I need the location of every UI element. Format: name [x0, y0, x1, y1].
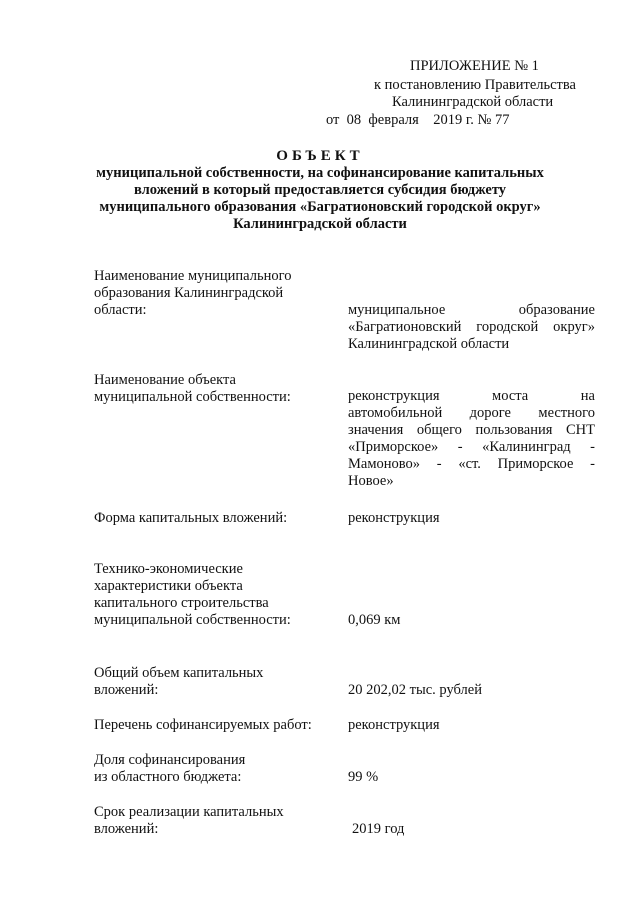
municipality-value — [348, 302, 595, 353]
value-line: Калининградской области — [348, 336, 510, 352]
document-title: ОБЪЕКТ — [276, 148, 364, 164]
value-line: автомобильной дороге местного — [348, 405, 595, 421]
investment-form-label: Форма капитальных вложений: — [94, 510, 288, 526]
value-line: муниципальное образование — [348, 302, 595, 318]
cofinanced-works-label: Перечень софинансируемых работ: — [94, 717, 312, 733]
total-investment-value: 20 202,02 тыс. рублей — [348, 682, 482, 698]
value-line: Новое» — [348, 473, 394, 489]
value-line: «Приморское» - «Калининград - — [348, 439, 595, 455]
cofinancing-share-label: Доля софинансирования из областного бюджета: — [94, 752, 246, 785]
title-line-1: муниципальной собственности, на софинансирование капитальных — [96, 165, 544, 181]
cofinanced-works-value: реконструкция — [348, 717, 440, 733]
total-investment-label: Общий объем капитальных вложений: — [94, 665, 264, 698]
region-name: Калининградской области — [392, 94, 554, 110]
value-line: Мамоново» - «ст. Приморское - — [348, 456, 595, 472]
title-line-4: Калининградской области — [233, 216, 407, 232]
appendix-number: ПРИЛОЖЕНИЕ № 1 — [410, 58, 539, 74]
title-line-2: вложений в который предоставляется субсидия бюджету — [133, 182, 507, 198]
implementation-period-label: Срок реализации капитальных вложений: — [94, 804, 284, 837]
technical-characteristics-label: Технико-экономические характеристики объекта капитального строительства муниципальной собственности: — [94, 561, 291, 628]
value-line: реконструкция моста на — [348, 388, 595, 404]
resolution-date: от 08 февраля 2019 г. № 77 — [326, 112, 510, 128]
title-line-3: муниципального образования «Багратионовский городской округ» — [99, 199, 541, 215]
investment-form-value: реконструкция — [348, 510, 440, 526]
municipality-label: Наименование муниципального образования Калининградской области: — [94, 268, 292, 318]
resolution-reference: к постановлению Правительства — [374, 77, 576, 93]
value-line: значения общего пользования СНТ — [348, 422, 595, 438]
cofinancing-share-value: 99 % — [348, 769, 379, 785]
value-line: «Багратионовский городской округ» — [348, 319, 595, 335]
object-name-label: Наименование объекта муниципальной собственности: — [94, 372, 291, 405]
object-name-value — [348, 388, 595, 490]
technical-characteristics-value: 0,069 км — [348, 612, 401, 628]
implementation-period-value: 2019 год — [352, 821, 405, 837]
